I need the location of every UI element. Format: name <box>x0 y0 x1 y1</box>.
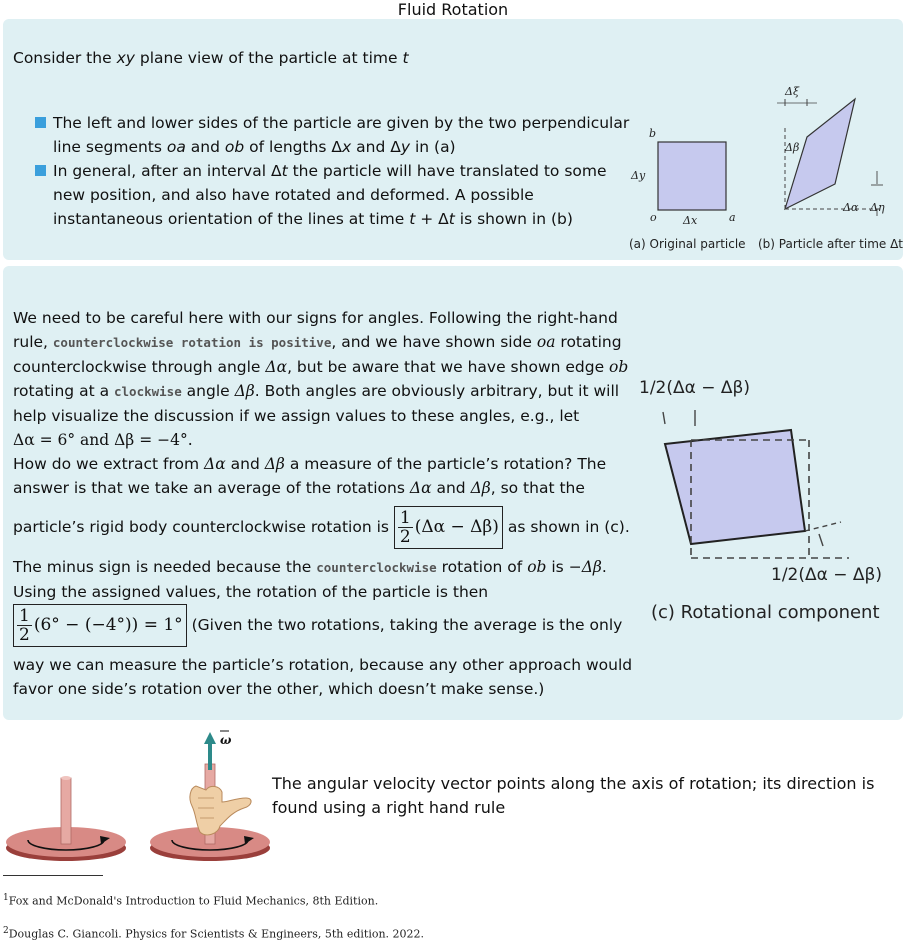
label-a: a <box>729 211 736 224</box>
footnote-2: $^2$Douglas C. Giancoli. Physics for Scientists & Engineers, 5th edition. 2022. <box>3 926 425 941</box>
figure-rotational-component <box>613 366 903 636</box>
panel1-heading: Consider the xy plane view of the particle at time t <box>13 49 409 67</box>
angle-assignment: Δα = 6° and Δβ = −4°. <box>13 431 193 449</box>
label-dalpha: Δα <box>843 201 859 214</box>
figure-particle-after-time <box>773 81 898 231</box>
intro-panel <box>3 19 903 260</box>
rotation-panel <box>3 266 903 720</box>
omega-label: ω <box>220 733 232 747</box>
label-deta: Δη <box>870 201 885 214</box>
caption-a: (a) Original particle <box>629 237 746 251</box>
rotation-calculation: $\frac{1}{2}$ (6° − (−4°)) = 1° <box>13 604 187 647</box>
label-dbeta: Δβ <box>785 141 800 154</box>
footnote-1: $^1$Fox and McDonald's Introduction to Fluid Mechanics, 8th Edition. <box>3 893 379 908</box>
footnote-divider <box>3 875 103 876</box>
caption-b: (b) Particle after time Δt <box>758 237 903 251</box>
angular-velocity-illustration <box>0 728 272 864</box>
caption-c: (c) Rotational component <box>651 602 880 623</box>
rigid-rotation-formula: $\frac{1}{2}$ (Δα − Δβ) <box>394 506 503 549</box>
bullet-item: In general, after an interval Δt the particle will have translated to some new position, and also have rotated and deformed. A possible instantaneous orientation of the lines at time t + Δt is shown in (b) <box>33 159 633 231</box>
bullet-list <box>33 111 633 231</box>
axle-left <box>61 778 71 844</box>
figure-original-particle <box>623 124 753 234</box>
label-half-top: 1/2(Δα − Δβ) <box>639 378 750 398</box>
bullet-item: The left and lower sides of the particle are given by the two perpendicular line segments oa and ob of lengths Δx and Δy in (a) <box>33 111 633 159</box>
label-half-bottom: 1/2(Δα − Δβ) <box>771 565 882 585</box>
rotated-particle <box>665 430 805 544</box>
label-dx: Δx <box>683 214 698 227</box>
rotation-explanation: We need to be careful here with our signs for angles. Following the right-hand rule, counterclockwise rotation is positive, and we have shown side oa rotating counterclockwise through angle Δα, but be aware that we have shown edge ob rotating at a clockwise angle Δβ. Both angles are obviously arbitrary, but it will help visualize the discussion if we assign values to these angles, e.g., let Δα = 6° and Δβ = −4°. How do we extract from Δα and Δβ a measure of the particle’s rotation? The answer is that we take an average of the rotations Δα and Δβ, so that the particle’s rigid body counterclockwise rotation is $\frac{1}{2}$ (Δα − Δβ) as shown in (c). The minus sign is needed because the counterclockwise rotation of ob is −Δβ. Using the assigned values, the rotation of the particle is then $\frac{1}{2}$ (6° − (−4°)) = 1° (Given the two rotations, taking the average is the only way we can measure the particle’s rotation, because any other approach would favor one side’s rotation over the other, which doesn’t make sense.) <box>13 309 633 698</box>
label-dxi: Δξ <box>785 85 800 98</box>
angular-velocity-text: The angular velocity vector points along the axis of rotation; its direction is found using a right hand rule <box>272 774 875 817</box>
particle-square <box>658 142 726 210</box>
deformed-particle <box>785 99 855 209</box>
omega-vector <box>208 742 212 770</box>
label-b: b <box>649 127 657 140</box>
label-dy: Δy <box>631 169 646 182</box>
page-title: Fluid Rotation <box>397 0 509 19</box>
label-o: o <box>650 211 657 224</box>
